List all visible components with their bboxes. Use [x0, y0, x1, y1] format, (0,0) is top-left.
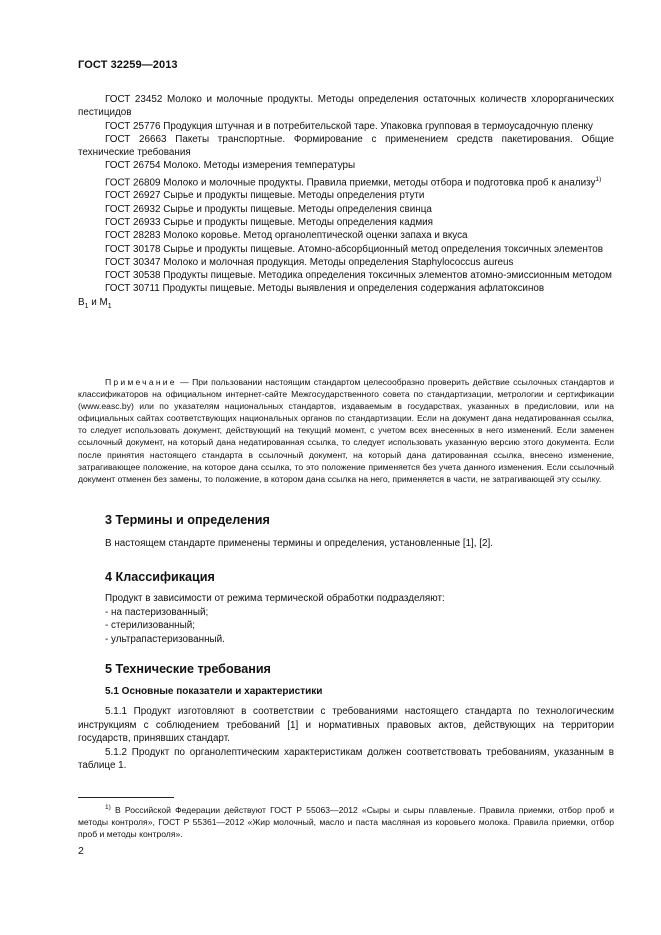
subsection-5-1-title: 5.1 Основные показатели и характеристики [105, 686, 323, 697]
reference-text: ГОСТ 30711 Продукты пищевые. Методы выявления и определения содержания афлатоксинов [105, 283, 545, 295]
list-item: - на пастеризованный; [105, 606, 209, 618]
reference-item: ГОСТ 26932 Сырье и продукты пищевые. Методы определения свинца [105, 203, 432, 215]
aflatoxin-types: $В_1$ и $М_1$ [78, 296, 112, 310]
reference-item: ГОСТ 30538 Продукты пищевые. Методика определения токсичных элементов атомно-эмиссионным методом [105, 270, 612, 282]
list-item: - ультрапастеризованный. [105, 633, 225, 645]
section-4-title: 4 Классификация [105, 570, 215, 584]
document-header: ГОСТ 32259—2013 [78, 59, 178, 71]
reference-item [78, 282, 614, 295]
reference-item: ГОСТ 30178 Сырье и продукты пищевые. Атомно-абсорбционный метод определения токсичных элементов [105, 243, 603, 255]
reference-item: ГОСТ 26754 Молоко. Методы измерения температуры [105, 160, 356, 172]
section-3-text: В настоящем стандарте применены термины и определения, установленные [1], [2]. [105, 538, 494, 549]
normative-references-list [78, 93, 614, 313]
section-4-list [105, 592, 614, 646]
reference-item: ГОСТ 25776 Продукция штучная и в потребительской таре. Упаковка групповая в термоусадочную пленку [105, 120, 593, 132]
note-paragraph: Примечание — При пользовании настоящим стандартом целесообразно проверить действие ссылочных стандартов и классификаторов на официальном интернет-сайте Межгосударственного совета по стандартизации, метрологии и сертификации (www.easc.by) или по указателям национальных стандартов, издаваемым в государствах, указанных в предисловии, или на официальных сайтах соответствующих национальных органов по стандартизации. Если на документ дана недатированная ссылка, то следует использовать документ, действующий на текущий момент, с учетом всех внесенных в него изменений. Если заменен ссылочный документ, на который дана недатированная ссылка, то следует использовать указанную версию этого документа. Если после принятия настоящего стандарта в ссылочный документ, на который дана датированная ссылка, внесено изменение, затрагивающее положение, на которое дана ссылка, то это положение применяется без учета данного изменения. Если ссылочный документ отменен без замены, то положение, в котором дана ссылка на него, применяется в части, не затрагивающей эту ссылку. [78, 377, 614, 484]
footnote-text: В Российской Федерации действуют ГОСТ Р 55063—2012 «Сыры и сыры плавленые. Правила приемки, отбор проб и методы контроля», ГОСТ Р 55361—2012 «Жир молочный, масло и паста масляная из коровьего молока. Правила приемки, отбор проб и методы контроля». [78, 804, 614, 840]
reference-item: ГОСТ 26927 Сырье и продукты пищевые. Методы определения ртути [105, 190, 425, 202]
reference-item: ГОСТ 28283 Молоко коровье. Метод органолептической оценки запаха и вкуса [105, 230, 468, 242]
reference-item: ГОСТ 26933 Сырье и продукты пищевые. Методы определения кадмия [105, 216, 433, 228]
list-item: - стерилизованный; [105, 620, 195, 632]
paragraph-5-1-1: 5.1.1 Продукт изготовляют в соответствии с требованиями настоящего стандарта по технологическим инструкциям с соблюдением требований [1] и нормативных правовых актов, действующих на территории государств, принявших стандарт. [78, 706, 614, 745]
reference-text: ГОСТ 26809 Молоко и молочные продукты. Правила приемки, методы отбора и подготовка проб к анализу [105, 177, 596, 189]
footnote-marker: 1) [595, 175, 602, 183]
section-5-paragraphs [78, 705, 614, 773]
page-number: 2 [78, 845, 84, 857]
reference-item: ГОСТ 26663 Пакеты транспортные. Формирование с применением средств пакетирования. Общие технические требования [78, 133, 614, 159]
section-4-intro: Продукт в зависимости от режима термической обработки подразделяют: [105, 593, 445, 604]
section-3-title: 3 Термины и определения [105, 513, 270, 527]
section-5-title: 5 Технические требования [105, 662, 271, 676]
footnote [78, 802, 614, 840]
reference-item: ГОСТ 30347 Молоко и молочная продукция. Методы определения Staphylococcus aureus [105, 256, 514, 268]
note-text: При пользовании настоящим стандартом целесообразно проверить действие ссылочных стандартов и классификаторов на официальном интернет-сайте Межгосударственного совета по стандартизации, метрологии и сертификации (www.easc.by) или по указателям национальных стандартов, издаваемым в государствах, указанных в предисловии, или на официальных сайтах соответствующих национальных органов по стандартизации. Если на документ дана недатированная ссылка, то следует использовать документ, действующий на текущий момент, с учетом всех внесенных в него изменений. Если заменен ссылочный документ, на который дана недатированная ссылка, то следует использовать указанную версию этого документа. Если после принятия настоящего стандарта в ссылочный документ, на который дана датированная ссылка, внесено изменение, затрагивающее положение, на которое дана ссылка, то это положение применяется без учета данного изменения. Если ссылочный документ отменен без замены, то положение, в котором дана ссылка на него, применяется в части, не затрагивающей эту ссылку. [78, 377, 614, 484]
reference-item [78, 173, 614, 190]
footnote-separator [78, 797, 174, 798]
note-label: Примечание [105, 377, 177, 387]
paragraph-5-1-2: 5.1.2 Продукт по органолептическим характеристикам должен соответствовать требованиям, указанным в таблице 1. [78, 746, 614, 772]
reference-item: ГОСТ 23452 Молоко и молочные продукты. Методы определения остаточных количеств хлорорганических пестицидов [78, 94, 614, 119]
footnote-mark: 1) [105, 804, 111, 811]
